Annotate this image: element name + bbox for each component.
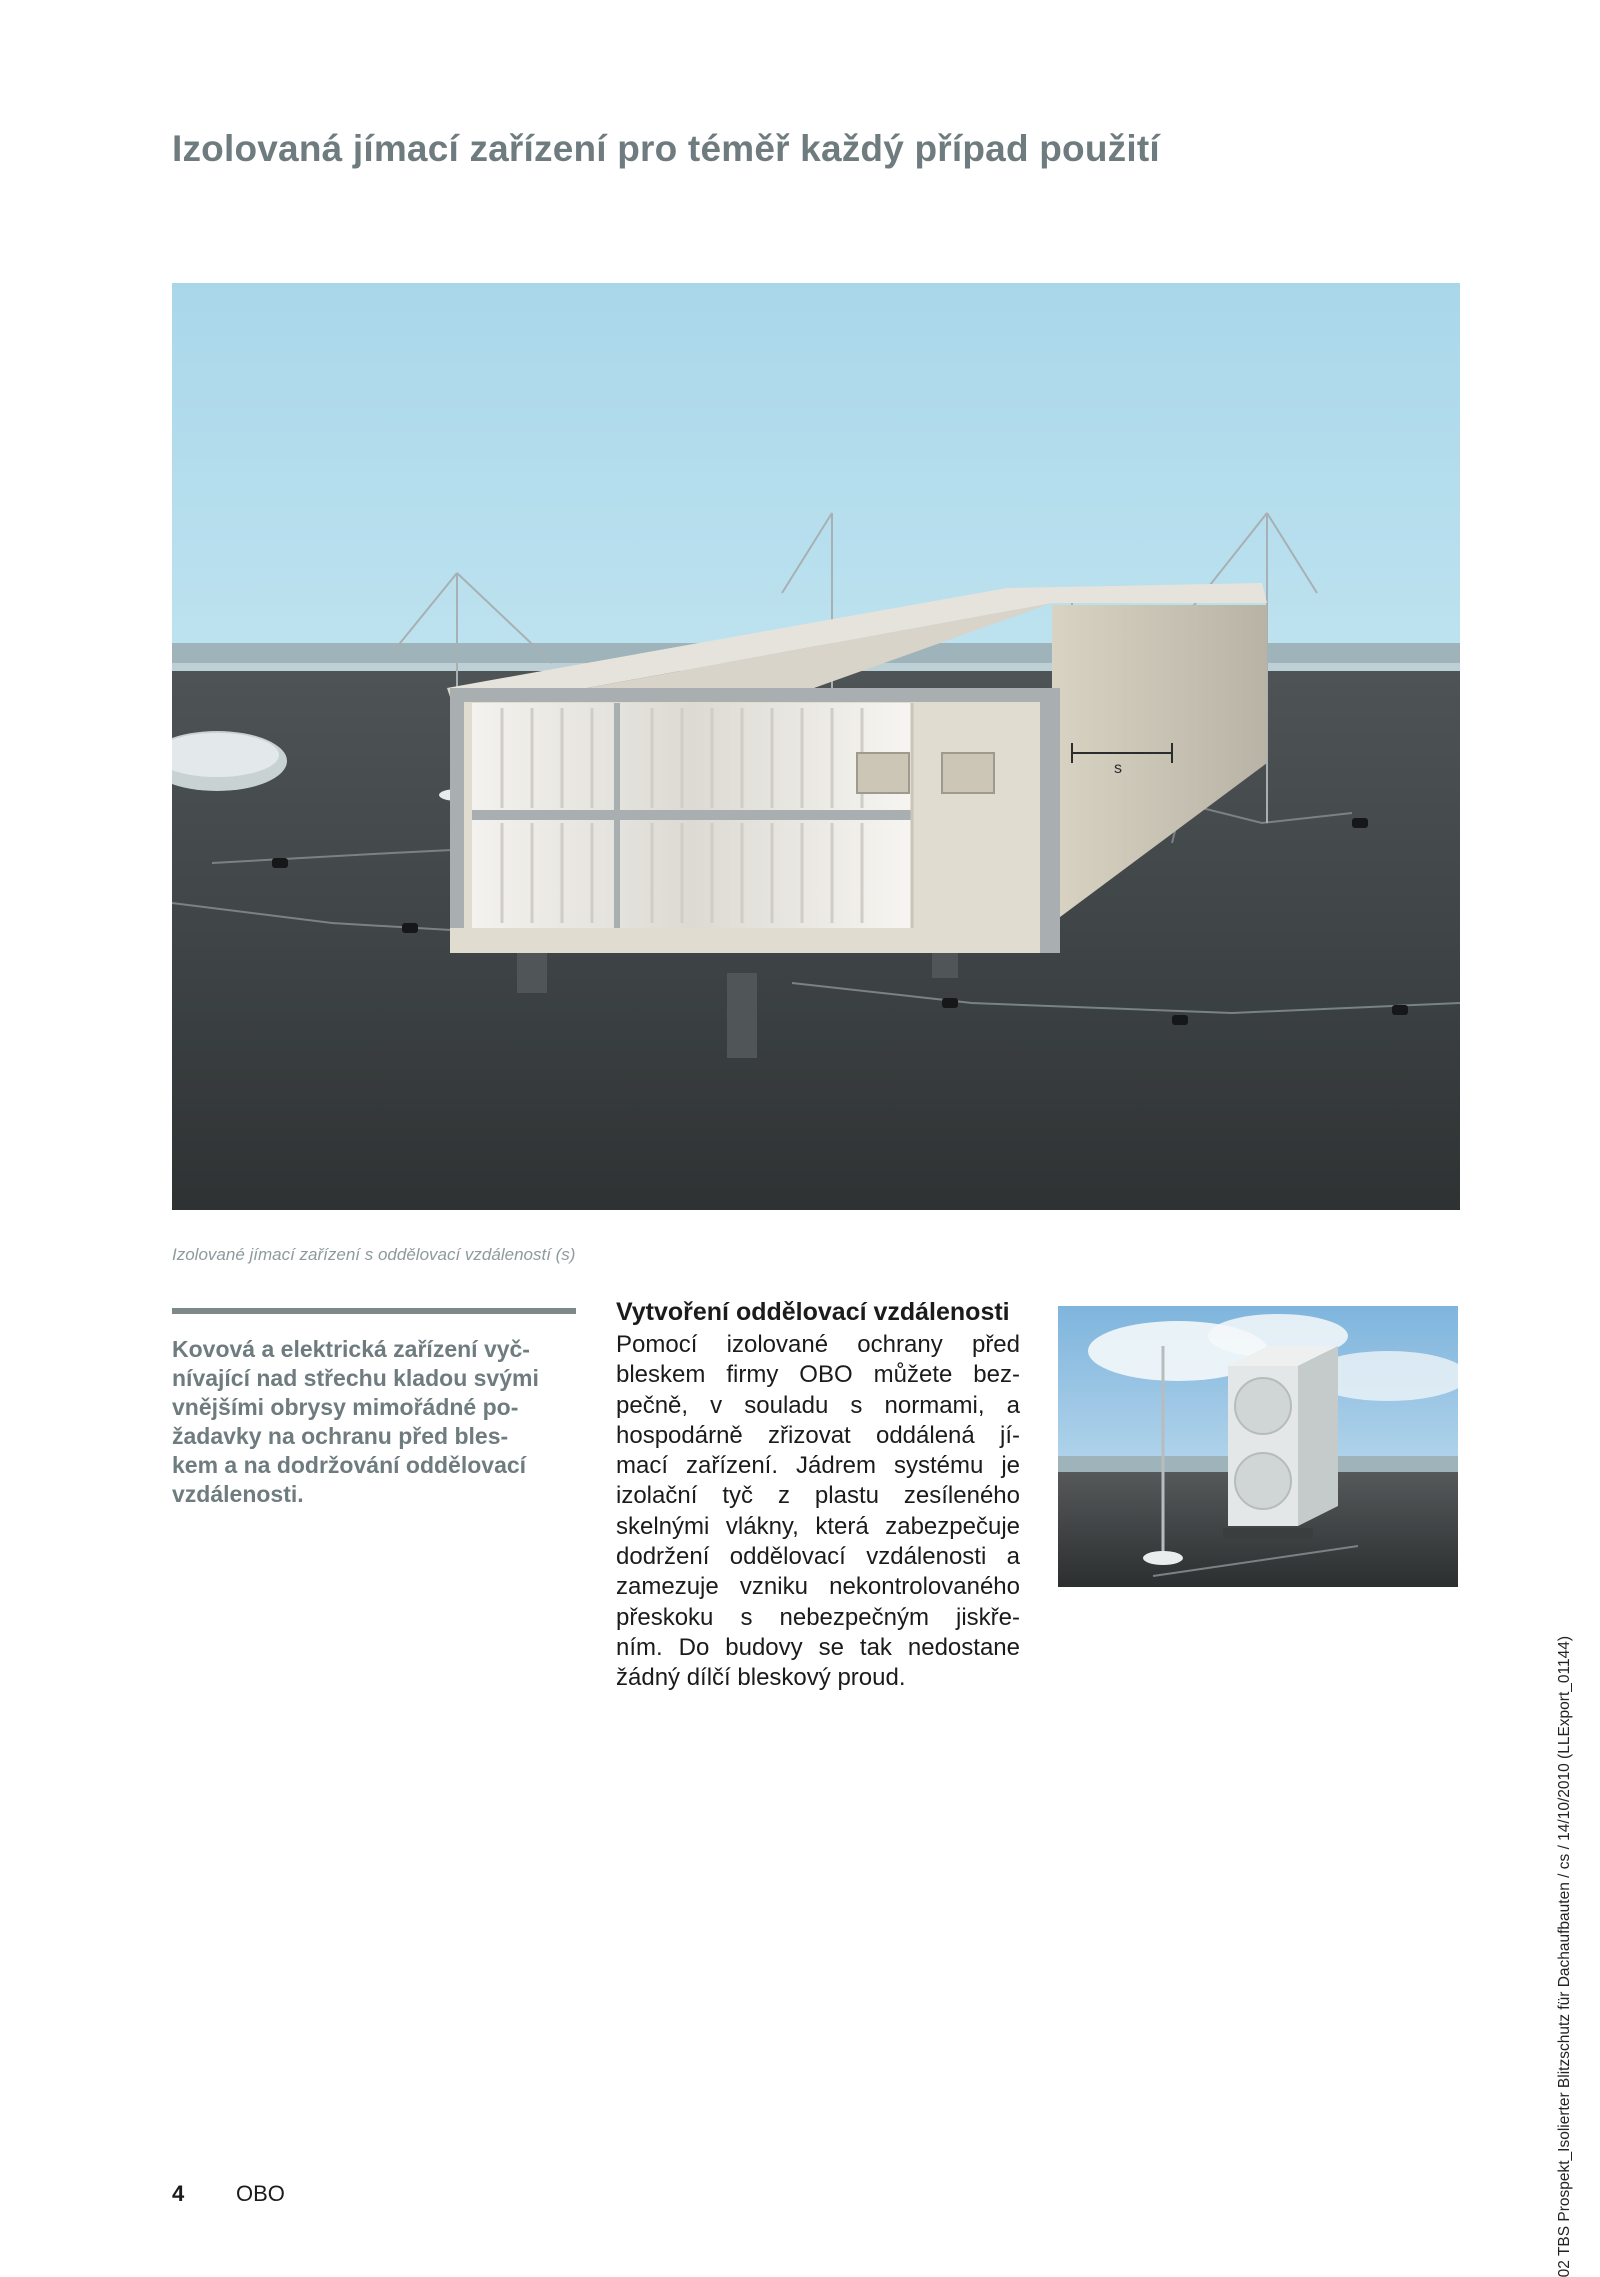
lead-line: vnějšími obrysy mimořádné po- [172, 1394, 519, 1420]
hero-illustration [172, 283, 1460, 1210]
body-line: bleskem firmy OBO můžete bez- [616, 1361, 1020, 1389]
body-line: Pomocí izolované ochrany před [616, 1331, 1020, 1358]
lead-line: žadavky na ochranu před bles- [172, 1423, 509, 1449]
body-paragraph [616, 1330, 1020, 1694]
lead-paragraph [172, 1335, 582, 1509]
accent-rule [172, 1308, 576, 1314]
body-line: izolační tyč z plastu zesíleného [616, 1482, 1020, 1510]
document-code [1556, 1606, 1574, 2277]
lead-line: vzdálenosti. [172, 1481, 304, 1507]
body-line: žádný dílčí bleskový proud. [616, 1664, 906, 1692]
footer-brand: OBO [236, 2181, 285, 2206]
image-caption: Izolované jímací zařízení s oddělovací vzdáleností (s) [172, 1245, 576, 1264]
body-line: dodržení oddělovací vzdálenosti a [616, 1543, 1020, 1571]
document-code-text: 02 TBS Prospekt_Isolierter Blitzschutz für Dachaufbauten / cs / 14/10/2010 (LLExport_01144) [1556, 1636, 1573, 2277]
body-line: ním. Do budovy se tak nedostane [616, 1633, 1020, 1661]
heat-pump-photo [1058, 1306, 1458, 1587]
section-heading: Vytvoření oddělovací vzdálenosti [616, 1298, 1010, 1326]
lead-line: Kovová a elektrická zařízení vyč- [172, 1336, 530, 1362]
body-line: pečně, v souladu s normami, a [616, 1391, 1020, 1419]
separation-label: s [1114, 760, 1122, 777]
page-title: Izolovaná jímací zařízení pro téměř každý případ použití [172, 128, 1160, 169]
lead-line: kem a na dodržování oddělovací [172, 1452, 527, 1478]
body-line: zamezuje vzniku nekontrolovaného [616, 1573, 1020, 1601]
body-line: skelnými vlákny, která zabezpečuje [616, 1512, 1020, 1540]
lead-line: nívající nad střechu kladou svými [172, 1365, 539, 1391]
body-line: mací zařízení. Jádrem systému je [616, 1452, 1020, 1480]
body-line: hospodárně zřizovat oddálená jí- [616, 1421, 1020, 1449]
body-line: přeskoku s nebezpečným jiskře- [616, 1603, 1020, 1631]
page-number: 4 [172, 2181, 185, 2206]
